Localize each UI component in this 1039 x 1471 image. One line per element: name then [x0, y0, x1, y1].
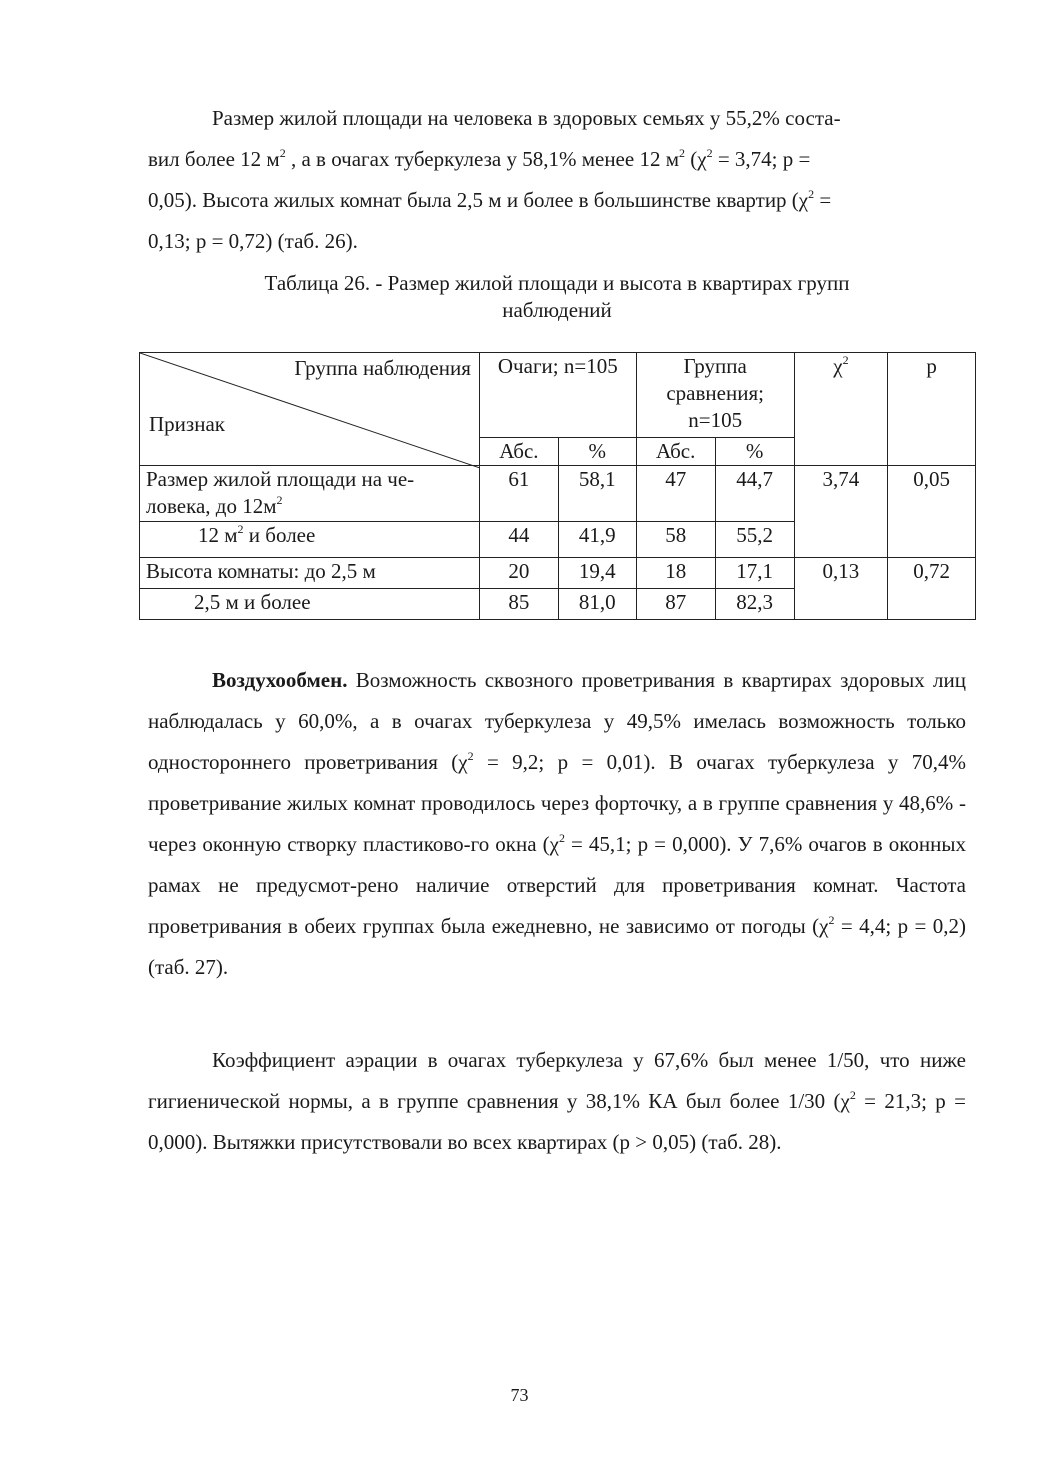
header-comparison: Группа сравнения; n=105 [636, 353, 794, 438]
cell-pct: 41,9 [558, 522, 636, 558]
table-row [140, 558, 976, 589]
cell-p: 0,72 [888, 558, 976, 620]
header-p: р [888, 353, 976, 466]
header-feature: Признак [149, 412, 225, 436]
cell-abs: 47 [636, 466, 715, 522]
cell-abs: 18 [636, 558, 715, 589]
cell-abs: 85 [479, 589, 558, 620]
cell-pct: 81,0 [558, 589, 636, 620]
cell-pct: 82,3 [715, 589, 794, 620]
row-label: 12 $м^2$ и более [140, 522, 480, 558]
cell-abs: 44 [479, 522, 558, 558]
paragraph-air-exchange: Воздухообмен. Возможность сквозного проветривания в квартирах здоровых лиц наблюдалась у 60,0%, а в очагах туберкулеза у 49,5% имелась возможность только одностороннего проветривания ($\chi^2 = 9,2$; р = 0,01). В очагах туберкулеза у 70,4% проветривание жилых комнат проводилось через форточку, а в группе сравнения у 48,6% - через оконную створку пластиково-го окна ($\chi^2 = 45,1$; р = 0,000). У 7,6% очагов в оконных рамах не предусмот-рено наличие отверстий для проветривания комнат. Частота проветривания в обеих группах была ежедневно, не зависимо от погоды ($\chi^2 = 4,4$; р = 0,2) (таб. 27). [148, 668, 967, 979]
cell-abs: 61 [479, 466, 558, 522]
cell-abs: 87 [636, 589, 715, 620]
row-label: 2,5 м и более [140, 589, 480, 620]
row-label: Размер жилой площади на че- ловека, до $12м^2$ [140, 466, 480, 522]
header-chi: $\chi^2$ [794, 353, 888, 466]
subheader-pct: % [715, 438, 794, 466]
paragraph-aeration: Коэффициент аэрации в очагах туберкулеза у 67,6% был менее 1/50, что ниже гигиенической нормы, а в группе сравнения у 38,1% КА был более 1/30 ($\chi^2 = 21,3$; р = 0,000). Вытяжки присутствовали во всех квартирах (р > 0,05) (таб. 28). [148, 1048, 966, 1154]
data-table [139, 352, 976, 620]
cell-abs: 58 [636, 522, 715, 558]
cell-chi: 3,74 [794, 466, 888, 558]
subheader-abs: Абс. [479, 438, 558, 466]
cell-pct: 55,2 [715, 522, 794, 558]
header-foci: Очаги; n=105 [479, 353, 636, 438]
cell-abs: 20 [479, 558, 558, 589]
table-row [140, 466, 976, 522]
subheader-pct: % [558, 438, 636, 466]
paragraph-living-area: Размер жилой площади на человека в здоровых семьях у 55,2% соста- вил более 12 $м^2$ , а в очагах туберкулеза у 58,1% менее 12 $м^2$ ($\chi^2 = 3,74$; р = 0,05). Высота жилых комнат была 2,5 м и более в большинстве квартир ($\chi^2$ = 0,13; р = 0,72) (таб. 26). [148, 106, 841, 253]
page-number: 73 [510, 1385, 529, 1405]
subheader-abs: Абс. [636, 438, 715, 466]
table-caption: Таблица 26. - Размер жилой площади и высота в квартирах групп наблюдений [264, 271, 850, 322]
cell-pct: 17,1 [715, 558, 794, 589]
cell-pct: 44,7 [715, 466, 794, 522]
cell-p: 0,05 [888, 466, 976, 558]
cell-pct: 58,1 [558, 466, 636, 522]
cell-pct: 19,4 [558, 558, 636, 589]
table-corner-header [140, 353, 480, 466]
row-label: Высота комнаты: до 2,5 м [140, 558, 480, 589]
section-heading: Воздухообмен. [212, 668, 348, 692]
header-group: Группа наблюдения [294, 356, 471, 380]
cell-chi: 0,13 [794, 558, 888, 620]
